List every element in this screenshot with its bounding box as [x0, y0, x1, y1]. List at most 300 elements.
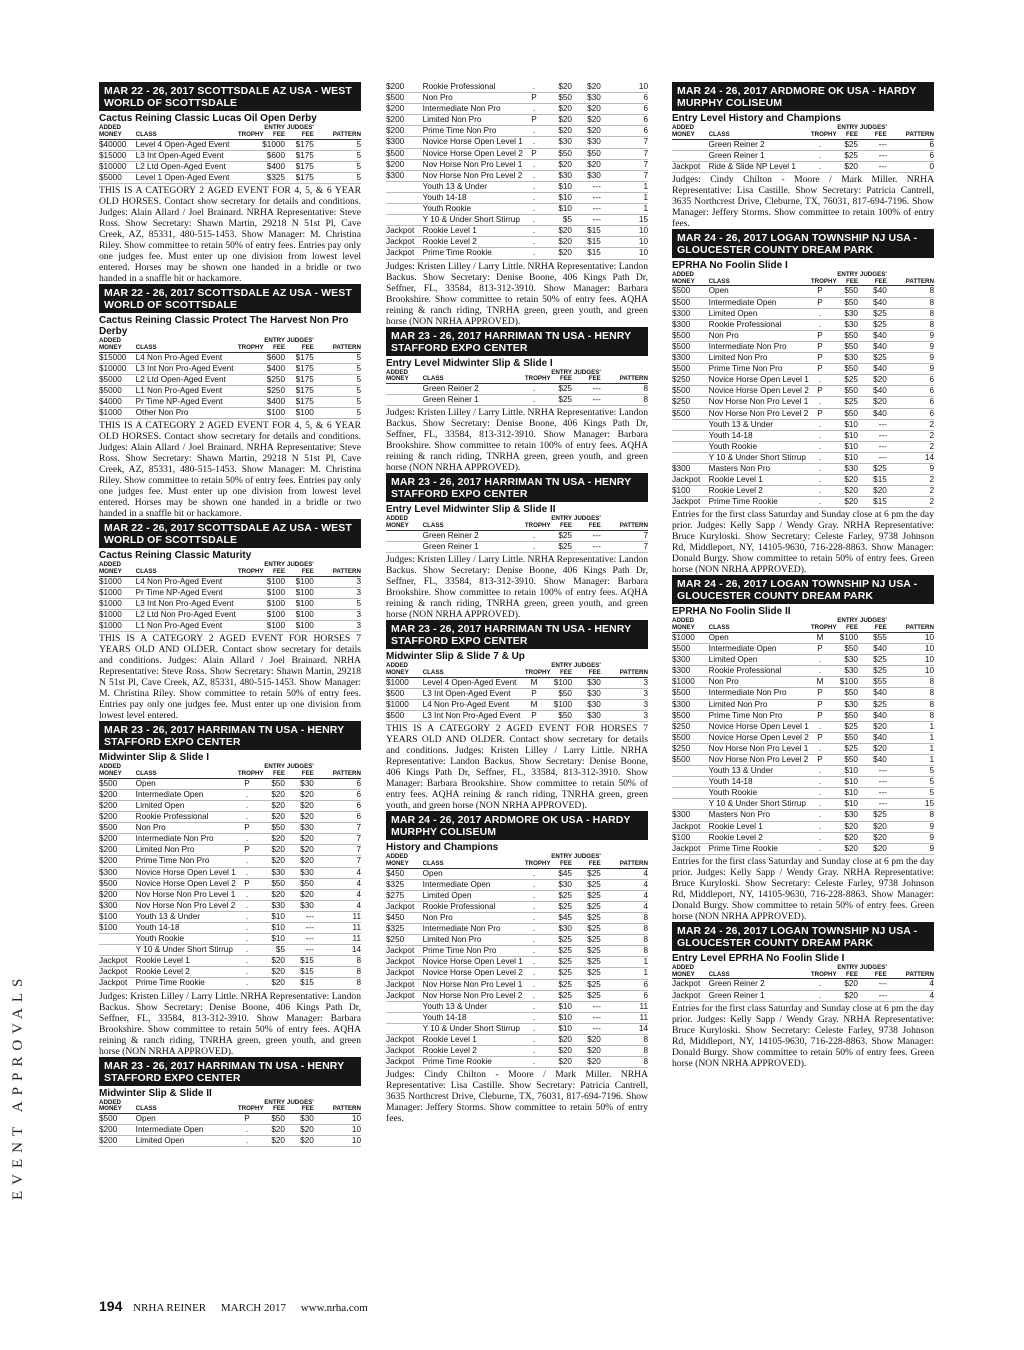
table-cell	[238, 150, 256, 161]
table-cell: $600	[256, 352, 285, 363]
table-cell: ---	[285, 934, 314, 945]
table-row	[672, 486, 934, 497]
table-cell: $5000	[99, 374, 136, 385]
table-row	[99, 900, 361, 911]
class-title: Entry Level EPRHA No Foolin Slide I	[672, 952, 845, 964]
table-cell: $25	[543, 901, 572, 912]
table-cell: .	[525, 82, 543, 93]
table-cell	[386, 1012, 423, 1023]
table-cell: .	[811, 777, 829, 788]
table-row	[672, 375, 934, 386]
table-row	[99, 396, 361, 407]
table-cell: $20	[285, 789, 314, 800]
table-cell: ---	[858, 979, 887, 990]
table-cell: ---	[858, 419, 887, 430]
table-cell: L2 Ltd Open-Aged Event	[136, 161, 238, 172]
table-row	[386, 541, 648, 552]
table-cell: 3	[314, 587, 361, 598]
table-cell: $10	[829, 419, 858, 430]
table-cell: .	[525, 868, 543, 879]
table-cell: $20	[543, 1046, 572, 1057]
table-cell: Masters Non Pro	[709, 810, 811, 821]
table-cell: $30	[829, 699, 858, 710]
table-cell: 8	[314, 978, 361, 989]
table-cell: $20	[256, 889, 285, 900]
table-cell	[672, 788, 709, 799]
table-row	[672, 732, 934, 743]
table-cell: Intermediate Non Pro	[423, 104, 525, 115]
table-cell: 1	[601, 957, 648, 968]
table-cell: .	[525, 204, 543, 215]
table-cell: $20	[543, 115, 572, 126]
table-row	[672, 341, 934, 352]
class-title: Entry Level History and Champions	[672, 113, 841, 124]
column-header-trophy: TROPHY	[811, 125, 829, 139]
class-title: Midwinter Slip & Slide II	[99, 1087, 212, 1099]
table-row	[672, 677, 934, 688]
table-cell: Rookie Level 1	[709, 821, 811, 832]
table-cell	[238, 139, 256, 150]
table-cell: L3 Int Open-Aged Event	[423, 688, 525, 699]
table-cell: $30	[285, 867, 314, 878]
table-header-row	[386, 516, 648, 530]
table-row	[672, 799, 934, 810]
table-cell: $200	[99, 1125, 136, 1136]
table-cell: .	[525, 946, 543, 957]
table-row	[99, 878, 361, 889]
table-cell: $175	[285, 150, 314, 161]
table-cell: .	[525, 1046, 543, 1057]
table-row	[386, 204, 648, 215]
table-cell: $175	[285, 172, 314, 183]
table-row	[672, 497, 934, 508]
table-cell: $50	[543, 710, 572, 721]
table-cell: $25	[543, 384, 572, 395]
table-cell: 10	[601, 82, 648, 93]
column-header-entry-fee: ENTRY FEE	[543, 370, 572, 384]
table-cell: $500	[672, 688, 709, 699]
event-block	[99, 519, 361, 721]
table-row	[672, 353, 934, 364]
column-header-pattern: PATTERN	[601, 663, 648, 677]
table-cell: .	[811, 821, 829, 832]
event-block	[99, 82, 361, 284]
table-cell: Novice Horse Open Level 2	[136, 878, 238, 889]
table-cell: $25	[858, 655, 887, 666]
table-cell: Open	[136, 778, 238, 789]
table-cell: $500	[672, 710, 709, 721]
event-notes: THIS IS A CATEGORY 2 AGED EVENT FOR 4, 5, & 6 YEAR OLD HORSES. Contact show secretary for details and conditions. Judges: Alain Allard / Joel Brainard. NRHA Representative: Steve Ross. Show Secretary: Shawn Martin, 29218 N 51st Pl, Cave Creek, AZ, 85331, 480-515-1453. Show Manager: M. Christina Riley. Show committee to retain 50% of entry fees. Entries pay only one judges fee. Must enter up one division from lowest level entered. Horses may be shown one handed in a bridle or two handed in a snaffle bit or hackamore.	[99, 184, 361, 284]
column-header-entry-fee: ENTRY FEE	[829, 125, 858, 139]
class-table	[672, 965, 934, 1002]
table-cell: $50	[256, 778, 285, 789]
table-cell: L2 Ltd Non Pro-Aged Event	[136, 610, 238, 621]
table-cell: Level 4 Open-Aged Event	[423, 677, 525, 688]
table-cell: Pr Time NP-Aged Event	[136, 587, 238, 598]
table-cell: $5000	[99, 385, 136, 396]
class-table	[99, 764, 361, 989]
column-header-class: CLASS	[136, 338, 238, 352]
table-cell: 8	[601, 1057, 648, 1068]
column-header-judges-fee: JUDGES' FEE	[573, 662, 601, 676]
table-cell: $500	[672, 644, 709, 655]
column-header-trophy: TROPHY	[238, 125, 256, 139]
table-cell: $30	[572, 699, 601, 710]
table-cell: 10	[314, 1125, 361, 1136]
class-title: Midwinter Slip & Slide I	[99, 752, 210, 764]
table-cell: Prime Time Non Pro	[423, 946, 525, 957]
table-cell: $325	[386, 879, 423, 890]
table-cell	[386, 192, 423, 203]
table-cell	[238, 610, 256, 621]
table-row	[386, 924, 648, 935]
table-cell: .	[525, 1023, 543, 1034]
table-cell: $100	[672, 486, 709, 497]
column-header-added-money: ADDED MONEY	[99, 338, 136, 352]
table-cell: Limited Non Pro	[709, 699, 811, 710]
table-cell: Green Reiner 1	[423, 395, 525, 406]
table-cell	[672, 766, 709, 777]
table-row	[672, 699, 934, 710]
table-row	[99, 978, 361, 989]
table-cell: $45	[543, 868, 572, 879]
table-cell: Open	[423, 868, 525, 879]
class-table	[672, 272, 934, 508]
table-cell: Limited Open	[709, 308, 811, 319]
table-cell: .	[525, 541, 543, 552]
table-cell: 8	[887, 677, 934, 688]
table-cell: P	[811, 330, 829, 341]
table-cell: $10000	[99, 363, 136, 374]
table-cell: P	[811, 408, 829, 419]
table-cell: $100	[672, 832, 709, 843]
class-title: EPRHA No Foolin Slide I	[672, 259, 788, 271]
class-title: Midwinter Slip & Slide 7 & Up	[386, 651, 525, 663]
table-cell: .	[238, 834, 256, 845]
event-header: MAR 23 - 26, 2017 HARRIMAN TN USA - HENRY STAFFORD EXPO CENTER	[99, 1057, 361, 1086]
table-cell: $200	[99, 812, 136, 823]
table-cell: 11	[601, 1001, 648, 1012]
table-cell: $100	[99, 923, 136, 934]
table-row	[99, 889, 361, 900]
table-cell: Jackpot	[386, 968, 423, 979]
table-cell: L1 Non Pro-Aged Event	[136, 621, 238, 632]
table-cell: $100	[285, 598, 314, 609]
class-title: EPRHA No Foolin Slide II	[672, 606, 791, 618]
table-cell: $20	[543, 1035, 572, 1046]
table-row	[672, 463, 934, 474]
table-cell: $25	[572, 935, 601, 946]
column-3	[672, 82, 934, 1069]
table-cell	[238, 385, 256, 396]
table-cell: .	[525, 137, 543, 148]
table-cell: 2	[887, 475, 934, 486]
table-cell: Limited Open	[136, 800, 238, 811]
table-cell: $250	[672, 397, 709, 408]
table-cell: $25	[543, 957, 572, 968]
table-cell	[386, 384, 423, 395]
table-cell: $50	[572, 148, 601, 159]
table-cell: $20	[285, 812, 314, 823]
table-cell: 6	[887, 150, 934, 161]
table-cell	[238, 396, 256, 407]
table-cell: 8	[887, 286, 934, 297]
column-header-pattern: PATTERN	[314, 1100, 361, 1114]
table-cell: Nov Horse Non Pro Level 1	[423, 159, 525, 170]
table-cell	[386, 204, 423, 215]
table-row	[99, 945, 361, 956]
table-cell: $100	[829, 632, 858, 643]
column-header-judges-fee: JUDGES' FEE	[286, 561, 314, 575]
table-cell: $15	[285, 978, 314, 989]
website-link[interactable]: www.nrha.com	[300, 1302, 368, 1314]
event-notes: Entries for the first class Saturday and Sunday close at 6 pm the day prior. Judges: Kelly Sapp / Wendy Gray. NRHA Representative: Bruce Kuryloski. Show Secretary: Celeste Farley, 9738 Johnson Rd, Middleport, NY, 14105-9630, 716-228-8863. Show Manager: Donald Burgy. Show committee to retain 50% of entry fees. Green horse (NON NRHA APPROVED).	[672, 855, 934, 922]
table-cell: 14	[887, 452, 934, 463]
table-cell: 5	[314, 352, 361, 363]
table-cell: P	[811, 297, 829, 308]
table-cell: $30	[572, 170, 601, 181]
table-cell: 11	[314, 934, 361, 945]
table-cell: ---	[572, 204, 601, 215]
table-cell: $20	[572, 82, 601, 93]
table-row	[672, 441, 934, 452]
table-cell: $15000	[99, 352, 136, 363]
table-cell: 9	[887, 821, 934, 832]
table-header-row	[99, 125, 361, 139]
table-cell: $500	[672, 408, 709, 419]
table-cell: $10	[256, 911, 285, 922]
table-cell: .	[525, 968, 543, 979]
table-cell: $25	[858, 699, 887, 710]
table-cell: ---	[572, 1023, 601, 1034]
table-cell: $400	[256, 161, 285, 172]
table-cell: 0	[887, 161, 934, 172]
table-cell: 9	[887, 832, 934, 843]
table-row	[99, 598, 361, 609]
table-cell: .	[525, 1035, 543, 1046]
table-cell: $20	[572, 115, 601, 126]
table-cell: $175	[285, 385, 314, 396]
table-row	[672, 297, 934, 308]
table-cell: ---	[285, 911, 314, 922]
event-notes: Judges: Kristen Lilley / Larry Little. NRHA Representative: Landon Backus. Show Secretary: Denise Boone, 406 Kings Path Dr, Seffner, FL, 33584, 813-312-3910. Show Manager: Barbara Brookshire. Show committee to retain 100% of entry fees. AQHA reining & ranch riding, TNRHA green, green youth, and green horse (NON NRHA APPROVED).	[386, 407, 648, 474]
table-cell: $25	[572, 990, 601, 1001]
table-cell: Youth 13 & Under	[136, 911, 238, 922]
column-header-entry-fee: ENTRY FEE	[829, 965, 858, 979]
event-header: MAR 24 - 26, 2017 LOGAN TOWNSHIP NJ USA - GLOUCESTER COUNTY DREAM PARK	[672, 922, 934, 951]
table-row	[672, 644, 934, 655]
table-header-row	[386, 370, 648, 384]
table-cell: ---	[858, 441, 887, 452]
class-title: History and Champions	[386, 842, 499, 854]
table-row	[386, 968, 648, 979]
table-cell: $325	[386, 924, 423, 935]
table-cell: P	[811, 364, 829, 375]
table-cell: 1	[601, 204, 648, 215]
table-cell: $20	[858, 721, 887, 732]
table-cell: Youth 13 & Under	[423, 1001, 525, 1012]
class-title: Cactus Reining Classic Lucas Oil Open Derby	[99, 113, 317, 124]
event-notes: Entries for the first class Saturday and Sunday close at 6 pm the day prior. Judges: Kelly Sapp / Wendy Gray. NRHA Representative: Bruce Kuryloski. Show Secretary: Celeste Farley, 9738 Johnson Rd, Middleport, NY, 14105-9630, 716-228-8863. Show Manager: Donald Burgy. Show committee to retain 50% of entry fees. Green horse (NON NRHA APPROVED).	[672, 1002, 934, 1069]
table-cell: $10000	[99, 161, 136, 172]
table-cell: $30	[543, 924, 572, 935]
column-header-pattern: PATTERN	[314, 338, 361, 352]
column-header-judges-fee: JUDGES' FEE	[286, 124, 314, 138]
table-cell: $250	[672, 721, 709, 732]
column-header-entry-fee: ENTRY FEE	[256, 764, 285, 778]
table-cell: $25	[572, 968, 601, 979]
table-row	[386, 82, 648, 93]
table-cell: $50	[829, 710, 858, 721]
table-cell: Nov Horse Non Pro Level 1	[136, 889, 238, 900]
table-cell: $40	[858, 341, 887, 352]
table-cell: 8	[887, 810, 934, 821]
table-cell: .	[238, 1136, 256, 1147]
table-cell: $50	[543, 688, 572, 699]
table-header-row	[672, 125, 934, 139]
table-cell: $25	[543, 541, 572, 552]
table-cell: Intermediate Open	[136, 1125, 238, 1136]
table-cell: $100	[285, 576, 314, 587]
table-cell: 3	[314, 610, 361, 621]
table-cell: Rookie Professional	[709, 666, 811, 677]
table-row	[99, 956, 361, 967]
table-cell: $250	[256, 385, 285, 396]
table-cell: $10	[543, 181, 572, 192]
table-cell: $200	[386, 126, 423, 137]
table-cell: .	[238, 800, 256, 811]
table-cell: $25	[543, 979, 572, 990]
table-cell: Nov Horse Non Pro Level 2	[709, 754, 811, 765]
table-cell: .	[811, 497, 829, 508]
class-title: Entry Level Midwinter Slip & Slide II	[386, 504, 556, 516]
table-cell: $20	[858, 821, 887, 832]
table-cell: 6	[314, 789, 361, 800]
table-row	[99, 621, 361, 632]
table-cell	[238, 363, 256, 374]
table-cell: $20	[829, 979, 858, 990]
table-cell: Limited Non Pro	[136, 845, 238, 856]
table-cell: $20	[829, 843, 858, 854]
table-cell: $10	[543, 1012, 572, 1023]
table-cell: Nov Horse Non Pro Level 1	[709, 397, 811, 408]
column-header-judges-fee: JUDGES' FEE	[286, 1098, 314, 1113]
table-cell: $200	[386, 159, 423, 170]
table-cell: M	[525, 677, 543, 688]
table-cell: $20	[543, 1057, 572, 1068]
table-cell: $30	[829, 463, 858, 474]
table-cell: $300	[672, 319, 709, 330]
table-cell: Rookie Level 2	[423, 237, 525, 248]
table-cell: P	[525, 93, 543, 104]
table-cell: .	[525, 530, 543, 541]
table-cell: Jackpot	[386, 1057, 423, 1068]
class-table	[672, 125, 934, 173]
table-row	[386, 148, 648, 159]
table-cell: P	[238, 778, 256, 789]
table-cell: $500	[672, 297, 709, 308]
table-cell: 10	[601, 248, 648, 259]
magazine-name: NRHA REINER	[133, 1302, 207, 1314]
table-cell: $20	[829, 486, 858, 497]
table-row	[99, 587, 361, 598]
table-cell: .	[238, 967, 256, 978]
table-cell: .	[525, 924, 543, 935]
table-cell: 6	[601, 979, 648, 990]
table-cell: $500	[386, 688, 423, 699]
table-cell: $100	[285, 610, 314, 621]
table-cell: 5	[887, 777, 934, 788]
table-cell: $25	[543, 395, 572, 406]
table-cell: $25	[543, 968, 572, 979]
table-cell: $200	[99, 789, 136, 800]
table-cell: .	[811, 843, 829, 854]
table-cell	[238, 374, 256, 385]
table-cell: .	[238, 934, 256, 945]
table-row	[99, 845, 361, 856]
table-cell: 5	[314, 150, 361, 161]
table-cell: P	[238, 878, 256, 889]
event-header: MAR 22 - 26, 2017 SCOTTSDALE AZ USA - WEST WORLD OF SCOTTSDALE	[99, 284, 361, 313]
table-cell: $200	[99, 845, 136, 856]
table-row	[99, 172, 361, 183]
table-row	[386, 1035, 648, 1046]
table-cell: $100	[256, 408, 285, 419]
table-cell: 9	[887, 843, 934, 854]
table-cell: .	[238, 911, 256, 922]
column-header-entry-fee: ENTRY FEE	[256, 338, 285, 352]
table-cell	[386, 181, 423, 192]
column-header-trophy: TROPHY	[238, 338, 256, 352]
table-cell: 8	[314, 956, 361, 967]
table-cell: Jackpot	[386, 957, 423, 968]
table-cell: .	[525, 979, 543, 990]
table-cell: $25	[829, 375, 858, 386]
table-row	[672, 330, 934, 341]
table-cell: $15	[285, 956, 314, 967]
table-cell: $275	[386, 890, 423, 901]
table-cell: ---	[572, 1012, 601, 1023]
event-notes: Judges: Cindy Chilton - Moore / Mark Miller. NRHA Representative: Lisa Castille. Show Secretary: Patricia Cantrell, 3635 Northcrest Drive, Cleburne, TX, 76031, 817-694-7196. Show Manager: Jeffery Storms. Show committee to retain 100% of entry fees.	[672, 173, 934, 229]
table-cell: Intermediate Open	[709, 297, 811, 308]
table-cell: $25	[572, 868, 601, 879]
table-cell: $300	[672, 699, 709, 710]
table-row	[672, 161, 934, 172]
table-cell: $25	[572, 979, 601, 990]
table-cell: 3	[601, 677, 648, 688]
column-header-class: CLASS	[423, 854, 525, 868]
table-cell: $25	[543, 890, 572, 901]
table-cell: $15	[858, 497, 887, 508]
table-cell: $175	[285, 363, 314, 374]
table-cell: L3 Int Non Pro-Aged Event	[136, 598, 238, 609]
table-cell: $50	[256, 823, 285, 834]
table-cell: Youth 14-18	[709, 777, 811, 788]
table-cell: Nov Horse Non Pro Level 1	[423, 979, 525, 990]
class-table	[386, 516, 648, 553]
table-cell: 5	[314, 385, 361, 396]
table-cell: Non Pro	[709, 677, 811, 688]
table-cell: P	[525, 148, 543, 159]
table-cell: $25	[543, 990, 572, 1001]
table-cell: ---	[572, 384, 601, 395]
table-cell: 10	[601, 226, 648, 237]
table-cell: $50	[256, 878, 285, 889]
table-cell: 2	[887, 441, 934, 452]
table-cell: $30	[572, 677, 601, 688]
class-table	[99, 125, 361, 184]
table-cell: ---	[858, 799, 887, 810]
